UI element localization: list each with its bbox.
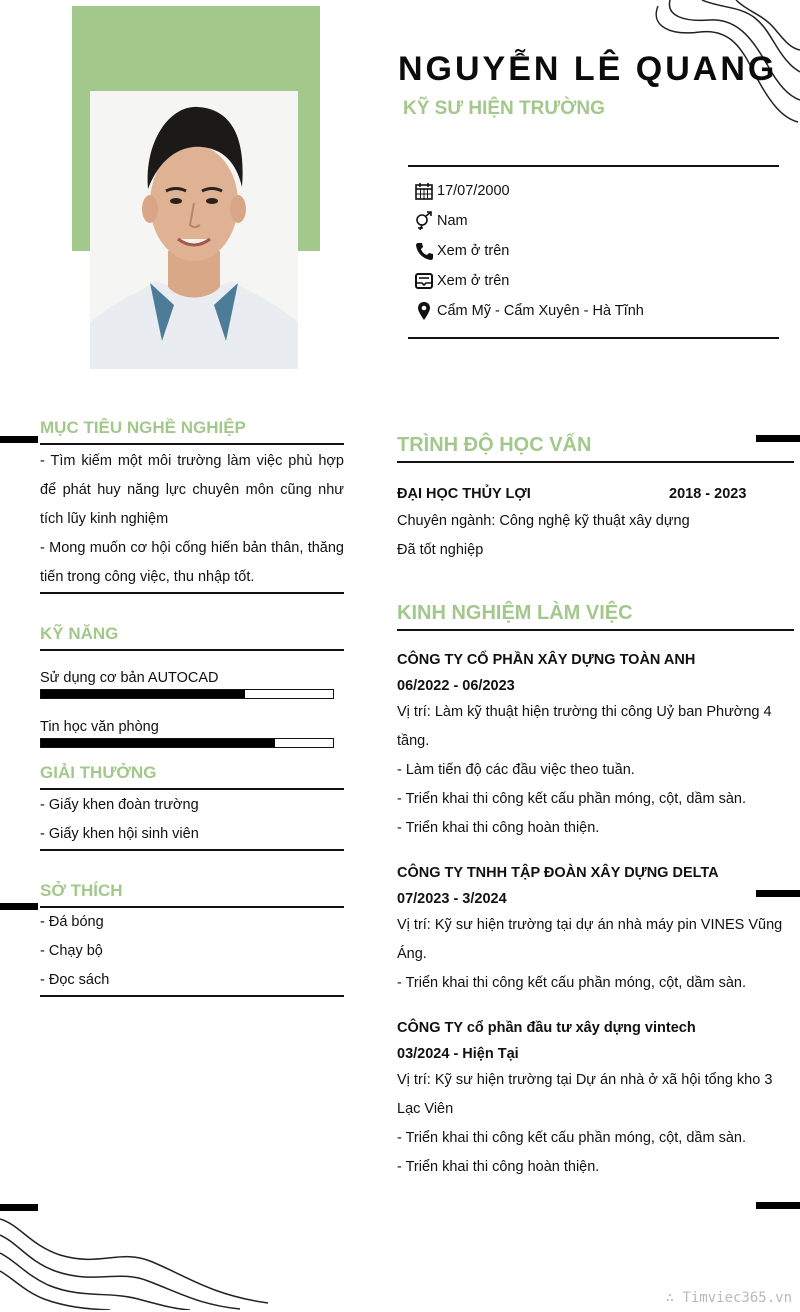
section-marker-left-2 — [0, 903, 38, 910]
job-task: - Triển khai thi công kết cấu phần móng, cột, dầm sàn. — [397, 975, 746, 991]
job-period: 07/2023 - 3/2024 — [397, 891, 507, 907]
skill-level-fill — [41, 739, 275, 747]
award-item: - Giấy khen đoàn trường — [40, 797, 199, 813]
contact-gender — [414, 211, 468, 231]
job-position: Vị trí: Kỹ sư hiện trường tại Dự án nhà ở xã hội tổng kho 3 Lạc Viên — [397, 1072, 773, 1117]
education-years: 2018 - 2023 — [669, 486, 747, 502]
job-title: KỸ SƯ HIỆN TRƯỜNG — [403, 98, 605, 119]
skill-label: Tin học văn phòng — [40, 719, 159, 735]
contact-birthday — [414, 181, 510, 201]
skill-level-bar — [40, 738, 334, 748]
contact-email — [414, 271, 509, 291]
watermark: ∴ Timviec365.vn — [665, 1290, 792, 1306]
section-marker-right-3 — [756, 1202, 800, 1209]
hobby-item: - Đọc sách — [40, 972, 110, 988]
education-status: Đã tốt nghiệp — [397, 542, 484, 558]
skill-label: Sử dụng cơ bản AUTOCAD — [40, 670, 219, 686]
awards-bottom-rule — [40, 849, 344, 851]
location-pin-icon — [414, 301, 434, 321]
education-heading-rule — [397, 461, 794, 463]
education-heading: TRÌNH ĐỘ HỌC VẤN — [397, 434, 592, 456]
hobbies-bottom-rule — [40, 995, 344, 997]
calendar-icon — [414, 181, 434, 201]
phone-value: Xem ở trên — [437, 243, 510, 259]
experience-heading-rule — [397, 629, 794, 631]
avatar-illustration — [90, 91, 298, 369]
education-major: Chuyên ngành: Công nghệ kỹ thuật xây dựng — [397, 513, 690, 529]
section-marker-right-1 — [756, 435, 800, 442]
skills-heading: KỸ NĂNG — [40, 624, 119, 643]
objective-paragraph-1: - Tìm kiếm một môi trường làm việc phù hợp để phát huy năng lực chuyên môn cũng như tích lũy kinh nghiệm — [40, 453, 344, 527]
job-task: - Triển khai thi công kết cấu phần móng, cột, dầm sàn. — [397, 1130, 746, 1146]
job-company: CÔNG TY cổ phần đầu tư xây dựng vintech — [397, 1020, 696, 1036]
section-marker-left-1 — [0, 436, 38, 443]
experience-heading: KINH NGHIỆM LÀM VIỆC — [397, 602, 633, 624]
phone-icon — [414, 241, 434, 261]
awards-heading: GIẢI THƯỞNG — [40, 763, 157, 782]
skill-level-fill — [41, 690, 245, 698]
job-period: 03/2024 - Hiện Tại — [397, 1046, 519, 1062]
objective-heading-rule — [40, 443, 344, 445]
birthday-value: 17/07/2000 — [437, 183, 510, 199]
job-task: - Triển khai thi công hoàn thiện. — [397, 820, 600, 836]
gender-value: Nam — [437, 213, 468, 229]
objective-bottom-rule — [40, 592, 344, 594]
objective-heading: MỤC TIÊU NGHỀ NGHIỆP — [40, 418, 246, 437]
hobby-item: - Đá bóng — [40, 914, 104, 930]
profile-photo — [90, 91, 298, 369]
section-marker-left-3 — [0, 1204, 38, 1211]
email-value: Xem ở trên — [437, 273, 510, 289]
job-period: 06/2022 - 06/2023 — [397, 678, 515, 694]
email-icon — [414, 271, 434, 291]
job-position: Vị trí: Kỹ sư hiện trường tại dự án nhà máy pin VINES Vũng Áng. — [397, 917, 783, 962]
job-task: - Triển khai thi công kết cấu phần móng, cột, dầm sàn. — [397, 791, 746, 807]
job-position: Vị trí: Làm kỹ thuật hiện trường thi công Uỷ ban Phường 4 tầng. — [397, 704, 772, 749]
awards-heading-rule — [40, 788, 344, 790]
contact-info-box — [408, 165, 779, 339]
candidate-name: NGUYỄN LÊ QUANG — [398, 50, 778, 88]
decorative-waves-bottom — [0, 1205, 270, 1310]
objective-paragraph-2: - Mong muốn cơ hội cống hiến bản thân, thăng tiến trong công việc, thu nhập tốt. — [40, 540, 344, 585]
award-item: - Giấy khen hội sinh viên — [40, 826, 199, 842]
section-marker-right-2 — [756, 890, 800, 897]
address-value: Cẩm Mỹ - Cẩm Xuyên - Hà Tĩnh — [437, 303, 644, 319]
job-company: CÔNG TY TNHH TẬP ĐOÀN XÂY DỰNG DELTA — [397, 865, 719, 881]
hobbies-heading: SỞ THÍCH — [40, 881, 123, 900]
skills-heading-rule — [40, 649, 344, 651]
contact-address — [414, 301, 644, 321]
job-task: - Làm tiến độ các đầu việc theo tuần. — [397, 762, 635, 778]
education-school: ĐẠI HỌC THỦY LỢI — [397, 486, 531, 502]
hobby-item: - Chạy bộ — [40, 943, 103, 959]
gender-icon — [414, 211, 434, 231]
skill-level-bar — [40, 689, 334, 699]
job-task: - Triển khai thi công hoàn thiện. — [397, 1159, 600, 1175]
job-company: CÔNG TY CỔ PHẦN XÂY DỰNG TOÀN ANH — [397, 652, 696, 668]
contact-phone — [414, 241, 509, 261]
